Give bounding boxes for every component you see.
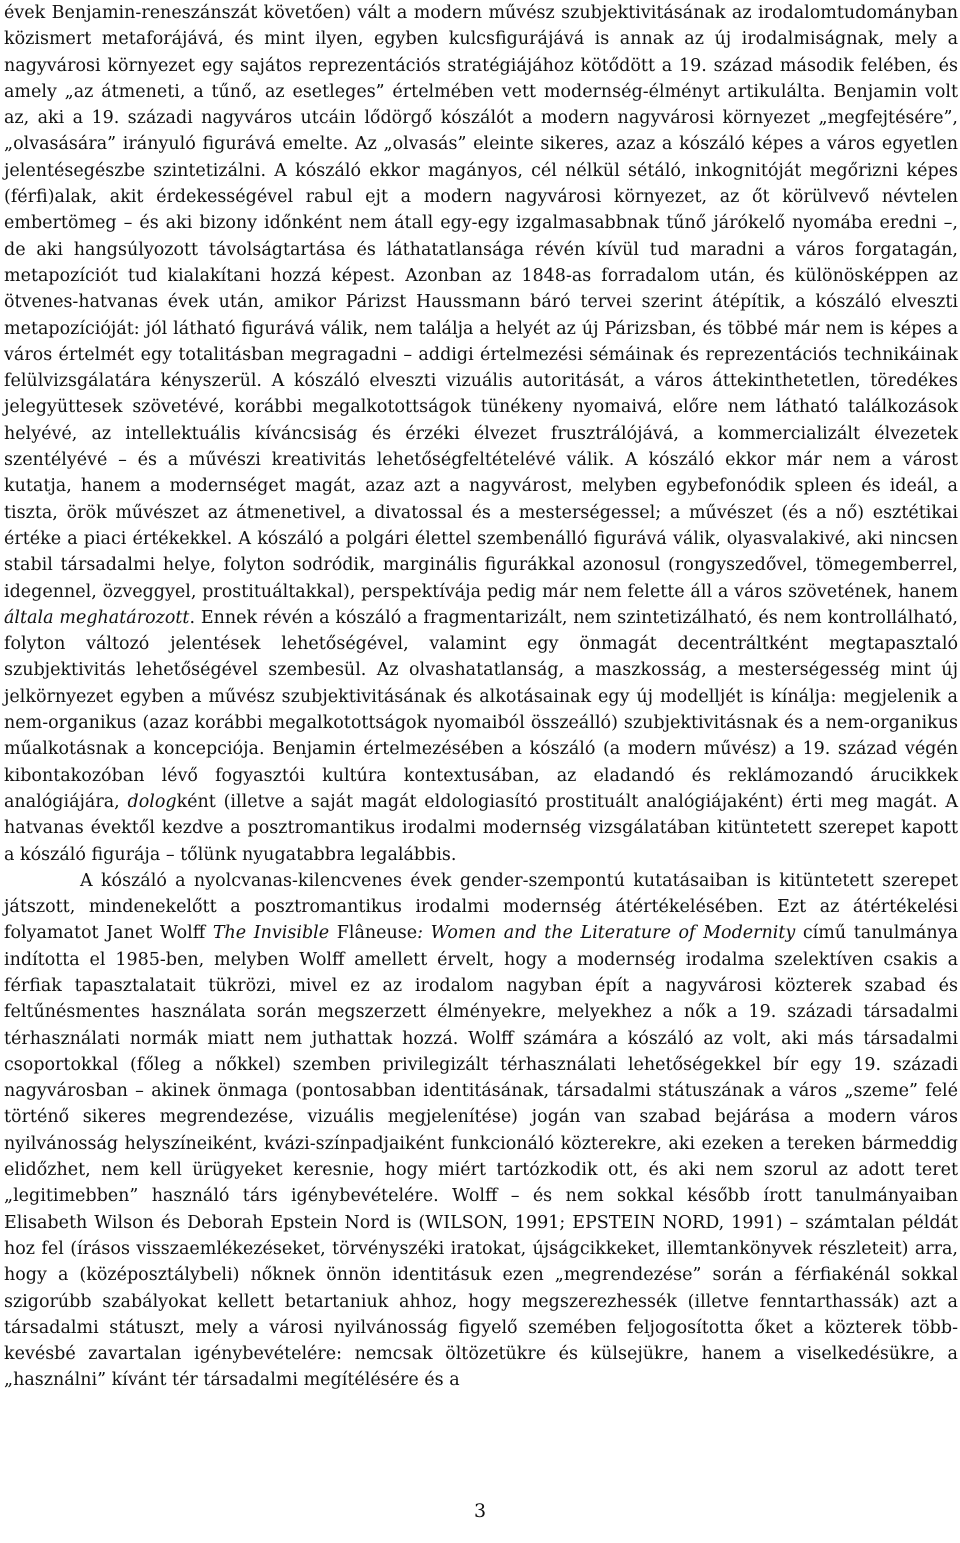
paragraph-2-text-c: című tanulmánya indította el 1985-ben, melyben Wolff amellett érvelt, hogy a modernség irodalma szelektíven csakis a férfiak tapasztalatait tükrözi, mivel ez az irodalom nagyban épít a nagyvárosi közterek szabad és feltűnésmentes használata során megszerzett élményekre, melyekhez a nők a 19. századi társadalmi térhasználati normák miatt nem juthattak hozzá. Wolff számára a kószáló az volt, aki más társadalmi csoportokkal (főleg a nőkkel) szemben privilegizált térhasználati lehetőségekkel bír egy 19. századi nagyvárosban – akinek önmaga (pontosabban identitásának, társadalmi státuszának a város „szeme” felé történő sikeres megrendezése, vizuális megjelenítése) jogán van szabad bejárása a modern város nyilvánosság helyszíneiként, kvázi-színpadjaiként funkcionáló közterekre, aki ezeken a tereken bármeddig elidőzhet, nem kell ürügyeket keresnie, hogy miért tartózkodik ott, és aki nem szorul az adott teret „legitimebben” használó társ igénybevételére. Wolff – és nem sokkal később írott tanulmányaiban Elisabeth Wilson és Deborah Epstein Nord is (WILSON, 1991; EPSTEIN NORD, 1991) – számtalan példát hoz fel (írásos visszaemlékezéseket, törvényszéki iratokat, újságcikkeket, illemtankönyvek részleteit) arra, hogy a (középosztálybeli) nőknek önnön identitásuk ezen „megrendezése” során a férfiakénál sokkal szigorúbb szabályokat kellett betartaniuk ahhoz, hogy megszerezhessék (illetve fenntarthassák) azt a társadalmi státuszt, mely a városi nyilvánosság figyelő szemében feljogosította őket a közterek több-kevésbé zavartalan igénybevételére: nemcsak öltözetükre és külsejükre, hanem a viselkedésükre, a „használni” kívánt tér társadalmi megítélésére és a: [4, 923, 958, 1391]
paragraph-1-text-c: ként (illetve a saját magát eldologiasító prostituált analógiájaként) érti meg magát. A hatvanas évektől kezdve a posztromantikus irodalmi modernség vizsgálatában kitüntetett szerepet kapott a kószáló figurája – tőlünk nyugatabbra legalábbis.: [4, 791, 958, 865]
paragraph-1-text-a: évek Benjamin-reneszánszát követően) vált a modern művész szubjektivitásának az irodalomtudományban közismert metaforájává, és mint ilyen, egyben kulcsfigurájává is annak az új irodalmiságnak, mely a nagyvárosi környezet egy sajátos reprezentációs stratégiájához kötődött a 19. század második felében, és amely „az átmeneti, a tűnő, az esetleges” értelmében vett modernség-élményt artikulálta. Benjamin volt az, aki a 19. századi nagyváros utcáin lődörgő kószálót a modern nagyvárosi környezet „megfejtésére”, „olvasására” irányuló figurává emelte. Az „olvasás” eleinte sikeres, azaz a kószáló képes a város egyetlen jelentésegészbe szintetizálni. A kószáló ekkor magányos, cél nélkül sétáló, inkognitóját megőrizni képes (férfi)alak, akit érdekességével rabul ejt a modern nagyvárosi környezet, az őt körülvevő névtelen embertömeg – és aki bizony időnként nem átall egy-egy izgalmasabbnak tűnő járókelő nyomába eredni –, de aki hangsúlyozott távolságtartása és láthatatlansága révén kívül tud maradni a város forgatagán, metapozíciót tud kialakítani hozzá képest. Azonban az 1848-as forradalom után, és különösképpen az ötvenes-hatvanas évek után, amikor Párizst Haussmann báró tervei szerint átépítik, a kószáló elveszti metapozícióját: jól látható figurává válik, nem találja a helyét az új Párizsban, és többé már nem is képes a város értelmét egy totalitásban megragadni – addigi értelmezési sémáinak és reprezentációs technikáinak felülvizsgálatára kényszerül. A kószáló elveszti vizuális autoritását, a város áttekinthetetlen, töredékes jelegyüttesek szövetévé, korábbi megalkotottságok tünékeny nyomaivá, előre nem látható találkozások helyévé, az intellektuális kíváncsiság és érzéki élvezet frusztrálójává, a kommercializált élvezetek szentélyévé – és a művészi kreativitás lehetőségfeltételévé válik. A kószáló ekkor már nem a várost kutatja, hanem a modernséget magát, azaz azt a nagyvárost, melyben egybefonódik spleen és ideál, a tiszta, örök művészet az átmenetivel, a divatossal és a mesterségessel; a művészet (és a nő) esztétikai értéke a piaci értékekkel. A kószáló a polgári élettel szembenálló figurává válik, olyasvalakivé, aki nincsen stabil társadalmi helye, folyton sodródik, marginális figurákkal azonosul (rongyszedővel, tömegemberrel, idegennel, özveggyel, prostituáltakkal), perspektívája pedig már nem felette áll a város szövetének, hanem: [4, 3, 958, 602]
paragraph-2: [4, 868, 958, 1394]
paragraph-2-text-b: Flâneuse: [329, 923, 418, 944]
document-page: [4, 0, 958, 1394]
paragraph-2-italic-b: : Women and the Literature of Modernity: [417, 923, 796, 944]
paragraph-1-text-b: . Ennek révén a kószáló a fragmentarizált, nem szintetizálható, és nem kontrollálható, folyton változó jelentések lehetőségével, valamint egy önmagát decentráltként megtapasztaló szubjektivitás lehetőségével szembesül. Az olvashatatlanság, a maszkosság, a mesterségesség mint új jelkörnyezet egyben a művész szubjektivitásának és alkotásainak egy új modelljét is kínálja: megjelenik a nem-organikus (azaz korábbi megalkotottságok nyomaiból összeálló) szubjektivitásnak és a nem-organikus műalkotásnak a koncepciója. Benjamin értelmezésében a kószáló (a modern művész) a 19. század végén kibontakozóban lévő fogyasztói kultúra kontextusában, az eladandó és reklámozandó árucikkek analógiájára,: [4, 607, 959, 812]
paragraph-1: [4, 0, 958, 868]
paragraph-1-italic-b: dolog: [127, 791, 177, 812]
paragraph-2-text-a: A kószáló a nyolcvanas-kilencvenes évek gender-szempontú kutatásaiban is kitüntetett szerepet játszott, mindenekelőtt a posztromantikus irodalmi modernség átértékelésében. Ezt az átértékelési folyamatot Janet Wolff: [4, 870, 958, 944]
page-number: 3: [473, 1500, 487, 1522]
paragraph-2-italic-a: The Invisible: [212, 923, 330, 944]
paragraph-1-italic-a: általa meghatározott: [4, 607, 190, 628]
